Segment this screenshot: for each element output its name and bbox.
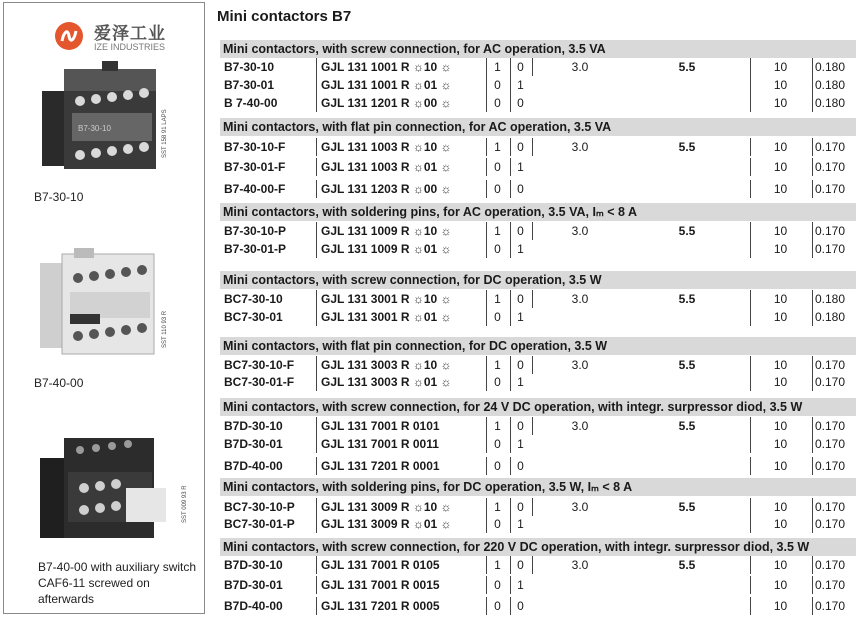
pack-qty-cell: 10 — [750, 222, 810, 240]
table-row — [220, 308, 856, 326]
pack-qty-cell: 10 — [750, 180, 810, 198]
section-header: Mini contactors, with soldering pins, for AC operation, 3.5 VA, Iₘ < 8 A — [220, 203, 856, 221]
logo-text-en: IZE INDUSTRIES — [94, 42, 166, 52]
type-cell: B7-30-10-P — [224, 224, 287, 238]
product-caption: B7-30-10 — [34, 190, 84, 204]
nc-contact-cell: 1 — [510, 308, 530, 326]
current-cell: 5.5 — [678, 60, 696, 74]
table-row — [220, 356, 856, 374]
type-cell: BC7-30-01 — [224, 310, 283, 324]
type-cell: B7D-40-00 — [224, 599, 283, 613]
photo-reference-code: SST 009 93 R — [182, 485, 188, 523]
current-cell: 5.5 — [678, 419, 696, 433]
pack-qty-cell: 10 — [750, 58, 810, 76]
contactor-b7-40-00-image — [34, 248, 164, 363]
no-contact-cell: 0 — [486, 158, 508, 176]
pack-qty-cell: 10 — [750, 308, 810, 326]
weight-cell: 0.170 — [812, 576, 856, 594]
order-code-cell: GJL 131 1009 R ☼01 ☼ — [316, 240, 452, 258]
table-row — [220, 222, 856, 240]
table-row — [220, 158, 856, 176]
pack-qty-cell: 10 — [750, 417, 810, 435]
table-row — [220, 417, 856, 435]
weight-cell: 0.170 — [812, 597, 856, 615]
pack-qty-cell: 10 — [750, 240, 810, 258]
weight-cell: 0.180 — [812, 94, 856, 112]
current-cell: 5.5 — [678, 358, 696, 372]
table-row — [220, 435, 856, 453]
type-cell: B7-40-00-F — [224, 182, 286, 196]
nc-contact-cell: 1 — [510, 158, 530, 176]
order-code-cell: GJL 131 7001 R 0015 — [316, 576, 440, 594]
pack-qty-cell: 10 — [750, 576, 810, 594]
type-cell: B7D-30-10 — [224, 558, 283, 572]
weight-cell: 0.170 — [812, 457, 856, 475]
no-contact-cell: 0 — [486, 373, 508, 391]
type-cell: BC7-30-10-P — [224, 500, 295, 514]
type-cell: BC7-30-10 — [224, 292, 283, 306]
pack-qty-cell: 10 — [750, 498, 810, 516]
order-code-cell: GJL 131 1001 R ☼01 ☼ — [316, 76, 452, 94]
no-contact-cell: 1 — [486, 138, 508, 156]
power-cell: 3.0 — [532, 417, 627, 435]
section-header: Mini contactors, with screw connection, for 220 V DC operation, with integr. surpressor diod, 3.5 W — [220, 538, 856, 556]
nc-contact-cell: 1 — [510, 435, 530, 453]
nc-contact-cell: 1 — [510, 515, 530, 533]
nc-contact-cell: 0 — [510, 457, 530, 475]
contactor-b7-30-10-image — [36, 61, 166, 181]
table-row — [220, 373, 856, 391]
pack-qty-cell: 10 — [750, 457, 810, 475]
order-code-cell: GJL 131 3003 R ☼10 ☼ — [316, 356, 452, 374]
weight-cell: 0.170 — [812, 240, 856, 258]
current-cell: 5.5 — [678, 558, 696, 572]
power-cell: 3.0 — [532, 290, 627, 308]
power-cell: 3.0 — [532, 222, 627, 240]
type-cell: B7-30-10-F — [224, 140, 286, 154]
order-code-cell: GJL 131 1203 R ☼00 ☼ — [316, 180, 452, 198]
pack-qty-cell: 10 — [750, 435, 810, 453]
table-row — [220, 180, 856, 198]
no-contact-cell: 1 — [486, 58, 508, 76]
pack-qty-cell: 10 — [750, 76, 810, 94]
nc-contact-cell: 0 — [510, 138, 530, 156]
order-code-cell: GJL 131 7201 R 0001 — [316, 457, 440, 475]
order-code-cell: GJL 131 7001 R 0101 — [316, 417, 440, 435]
pack-qty-cell: 10 — [750, 515, 810, 533]
weight-cell: 0.170 — [812, 138, 856, 156]
no-contact-cell: 0 — [486, 308, 508, 326]
weight-cell: 0.170 — [812, 180, 856, 198]
svg-text:B7-30-10: B7-30-10 — [78, 124, 111, 133]
type-cell: BC7-30-01-F — [224, 375, 295, 389]
no-contact-cell: 1 — [486, 417, 508, 435]
weight-cell: 0.180 — [812, 76, 856, 94]
pack-qty-cell: 10 — [750, 138, 810, 156]
weight-cell: 0.170 — [812, 356, 856, 374]
order-code-cell: GJL 131 7001 R 0105 — [316, 556, 440, 574]
order-code-cell: GJL 131 3003 R ☼01 ☼ — [316, 373, 452, 391]
order-code-cell: GJL 131 1003 R ☼01 ☼ — [316, 158, 452, 176]
no-contact-cell: 0 — [486, 240, 508, 258]
type-cell: B 7-40-00 — [224, 96, 278, 110]
weight-cell: 0.170 — [812, 515, 856, 533]
section-header: Mini contactors, with screw connection, for DC operation, 3.5 W — [220, 271, 856, 289]
nc-contact-cell: 0 — [510, 222, 530, 240]
no-contact-cell: 0 — [486, 180, 508, 198]
type-cell: B7-30-10 — [224, 60, 275, 74]
weight-cell: 0.180 — [812, 308, 856, 326]
pack-qty-cell: 10 — [750, 290, 810, 308]
logo-text-cn: 爱泽工业 — [94, 24, 166, 44]
type-cell: BC7-30-10-F — [224, 358, 295, 372]
no-contact-cell: 0 — [486, 76, 508, 94]
no-contact-cell: 1 — [486, 556, 508, 574]
no-contact-cell: 1 — [486, 356, 508, 374]
section-header: Mini contactors, with screw connection, for 24 V DC operation, with integr. surpressor diod, 3.5 W — [220, 398, 856, 416]
no-contact-cell: 0 — [486, 515, 508, 533]
order-code-cell: GJL 131 3009 R ☼01 ☼ — [316, 515, 452, 533]
type-cell: B7D-30-10 — [224, 419, 283, 433]
no-contact-cell: 1 — [486, 290, 508, 308]
weight-cell: 0.180 — [812, 290, 856, 308]
no-contact-cell: 1 — [486, 498, 508, 516]
photo-reference-code: SST 110 93 R — [162, 310, 168, 348]
order-code-cell: GJL 131 1001 R ☼10 ☼ — [316, 58, 452, 76]
section-header: Mini contactors, with flat pin connection, for AC operation, 3.5 VA — [220, 118, 856, 136]
weight-cell: 0.170 — [812, 222, 856, 240]
order-code-cell: GJL 131 3001 R ☼01 ☼ — [316, 308, 452, 326]
type-cell: B7D-30-01 — [224, 578, 283, 592]
nc-contact-cell: 0 — [510, 356, 530, 374]
current-cell: 5.5 — [678, 500, 696, 514]
table-row — [220, 597, 856, 615]
table-row — [220, 290, 856, 308]
nc-contact-cell: 0 — [510, 597, 530, 615]
pack-qty-cell: 10 — [750, 94, 810, 112]
order-code-cell: GJL 131 1009 R ☼10 ☼ — [316, 222, 452, 240]
photo-reference-code: SST 158 91 LAPS — [162, 109, 168, 158]
no-contact-cell: 0 — [486, 435, 508, 453]
weight-cell: 0.170 — [812, 158, 856, 176]
type-cell: B7-30-01 — [224, 78, 275, 92]
current-cell: 5.5 — [678, 292, 696, 306]
order-code-cell: GJL 131 1003 R ☼10 ☼ — [316, 138, 452, 156]
page-title: Mini contactors B7 — [217, 8, 352, 25]
pack-qty-cell: 10 — [750, 158, 810, 176]
nc-contact-cell: 1 — [510, 576, 530, 594]
no-contact-cell: 0 — [486, 457, 508, 475]
pack-qty-cell: 10 — [750, 356, 810, 374]
current-cell: 5.5 — [678, 140, 696, 154]
contactor-with-auxiliary-switch-image — [34, 428, 174, 548]
table-row — [220, 94, 856, 112]
nc-contact-cell: 0 — [510, 498, 530, 516]
table-row — [220, 576, 856, 594]
type-cell: BC7-30-01-P — [224, 517, 295, 531]
product-image-panel — [3, 2, 205, 614]
nc-contact-cell: 0 — [510, 58, 530, 76]
type-cell: B7-30-01-F — [224, 160, 286, 174]
order-code-cell: GJL 131 7201 R 0005 — [316, 597, 440, 615]
nc-contact-cell: 1 — [510, 76, 530, 94]
section-header: Mini contactors, with soldering pins, for DC operation, 3.5 W, Iₘ < 8 A — [220, 478, 856, 496]
order-code-cell: GJL 131 7001 R 0011 — [316, 435, 439, 453]
table-row — [220, 498, 856, 516]
product-caption: B7-40-00 — [34, 376, 84, 390]
logo-mark-icon — [54, 21, 84, 51]
nc-contact-cell: 1 — [510, 373, 530, 391]
table-row — [220, 76, 856, 94]
table-row — [220, 556, 856, 574]
weight-cell: 0.170 — [812, 435, 856, 453]
no-contact-cell: 1 — [486, 222, 508, 240]
power-cell: 3.0 — [532, 58, 627, 76]
no-contact-cell: 0 — [486, 94, 508, 112]
section-header: Mini contactors, with flat pin connection, for DC operation, 3.5 W — [220, 337, 856, 355]
power-cell: 3.0 — [532, 498, 627, 516]
type-cell: B7-30-01-P — [224, 242, 287, 256]
table-row — [220, 58, 856, 76]
power-cell: 3.0 — [532, 556, 627, 574]
order-code-cell: GJL 131 1201 R ☼00 ☼ — [316, 94, 452, 112]
power-cell: 3.0 — [532, 138, 627, 156]
weight-cell: 0.170 — [812, 417, 856, 435]
table-row — [220, 240, 856, 258]
nc-contact-cell: 0 — [510, 417, 530, 435]
nc-contact-cell: 0 — [510, 556, 530, 574]
order-code-cell: GJL 131 3009 R ☼10 ☼ — [316, 498, 452, 516]
type-cell: B7D-40-00 — [224, 459, 283, 473]
table-row — [220, 138, 856, 156]
no-contact-cell: 0 — [486, 576, 508, 594]
weight-cell: 0.170 — [812, 373, 856, 391]
section-header: Mini contactors, with screw connection, for AC operation, 3.5 VA — [220, 40, 856, 58]
type-cell: B7D-30-01 — [224, 437, 283, 451]
pack-qty-cell: 10 — [750, 597, 810, 615]
product-caption: B7-40-00 with auxiliary switch CAF6-11 screwed on afterwards — [38, 560, 197, 606]
no-contact-cell: 0 — [486, 597, 508, 615]
table-row — [220, 515, 856, 533]
power-cell: 3.0 — [532, 356, 627, 374]
pack-qty-cell: 10 — [750, 373, 810, 391]
nc-contact-cell: 1 — [510, 240, 530, 258]
current-cell: 5.5 — [678, 224, 696, 238]
weight-cell: 0.180 — [812, 58, 856, 76]
weight-cell: 0.170 — [812, 556, 856, 574]
order-code-cell: GJL 131 3001 R ☼10 ☼ — [316, 290, 452, 308]
weight-cell: 0.170 — [812, 498, 856, 516]
nc-contact-cell: 0 — [510, 290, 530, 308]
table-row — [220, 457, 856, 475]
company-logo — [54, 17, 194, 57]
nc-contact-cell: 0 — [510, 94, 530, 112]
nc-contact-cell: 0 — [510, 180, 530, 198]
pack-qty-cell: 10 — [750, 556, 810, 574]
